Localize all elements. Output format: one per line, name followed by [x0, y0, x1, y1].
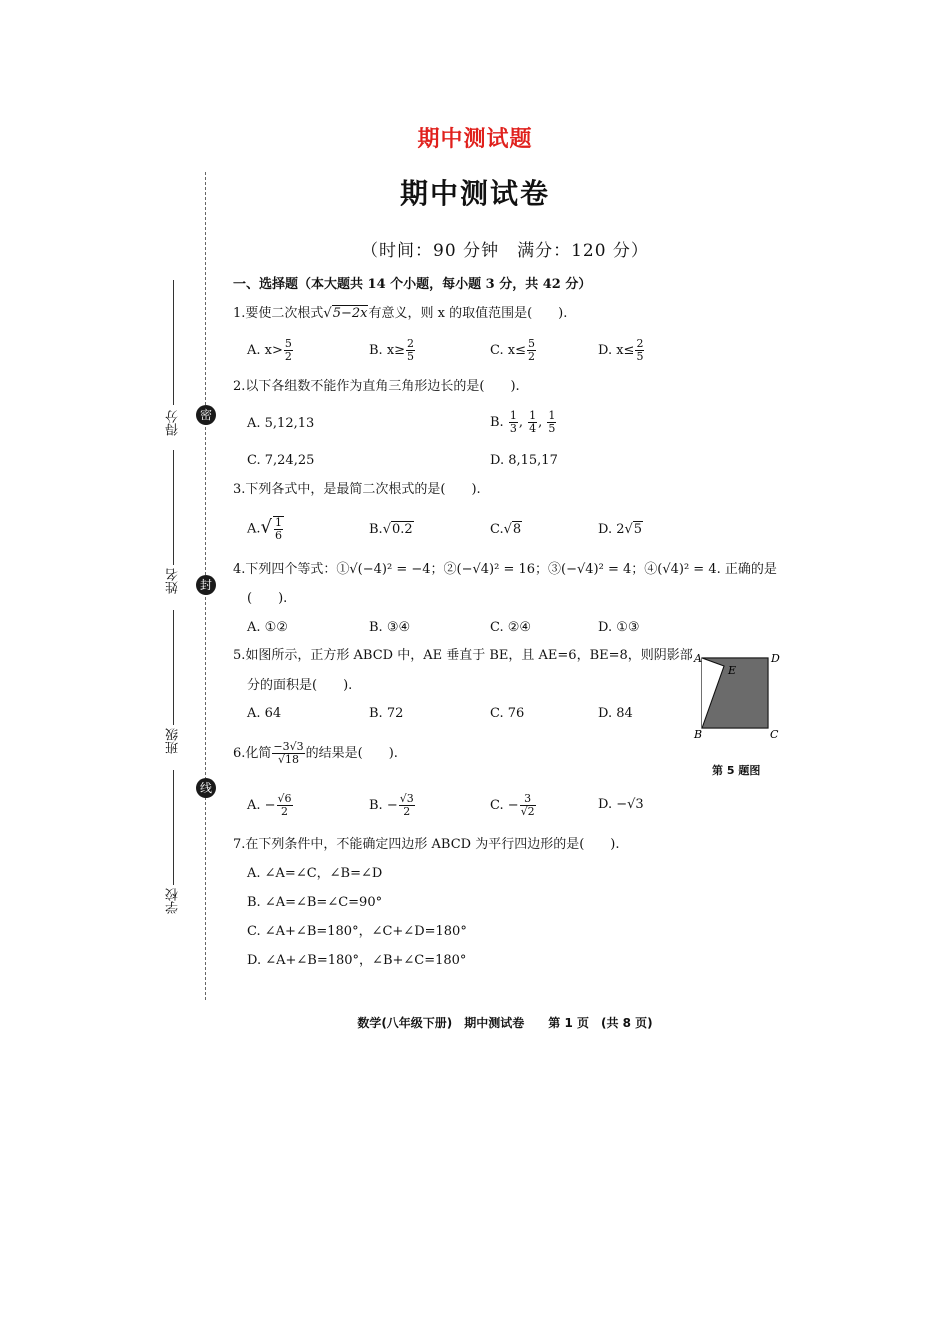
q7-option-d: D. ∠A+∠B=180°，∠B+∠C=180°: [247, 953, 467, 968]
question-4-stem: 4.下列四个等式：①√(−4)² = −4；②(−√4)² = 16；③(−√4)² = 4；④(√4)² = 4. 正确的是: [233, 562, 777, 577]
seal-xian: 线: [196, 778, 216, 798]
q7-option-b: B. ∠A=∠B=∠C=90°: [247, 895, 383, 910]
figure-caption: 第 5 题图: [712, 764, 761, 777]
q5-square-figure: [690, 650, 790, 742]
name-line: [173, 450, 174, 565]
class-label: 班级: [166, 728, 181, 754]
red-title: 期中测试题: [417, 127, 533, 152]
q2-option-c: C. 7,24,25: [247, 453, 315, 468]
school-line: [173, 770, 174, 885]
q3-option-a: A.√ $\frac{1}{6}$: [247, 516, 283, 542]
question-5-stem: 5.如图所示，正方形 ABCD 中，AE 垂直于 BE，且 AE=6，BE=8，则阴影部: [233, 648, 693, 663]
q3-option-d: D. 2√5: [598, 522, 643, 537]
q4-option-c: C. ②④: [490, 620, 532, 635]
q3-option-b: B.√0.2: [369, 522, 413, 537]
q4-option-a: A. ①②: [247, 620, 288, 635]
seal-mi: 密: [196, 405, 216, 425]
question-7-stem: 7.在下列条件中，不能确定四边形 ABCD 为平行四边形的是( ).: [233, 837, 620, 852]
score-label: 得分: [166, 410, 181, 436]
name-label: 姓名: [166, 568, 181, 594]
class-line: [173, 610, 174, 725]
exam-info: （时间：90 分钟 满分：120 分）: [361, 241, 649, 261]
q6-option-b: B. − $\frac{√3}{2}$: [369, 792, 414, 818]
q2-option-d: D. 8,15,17: [490, 453, 558, 468]
q1-option-c: C. x≤ $\frac{5}{2}$: [490, 337, 535, 363]
section-heading: 一、选择题（本大题共 14 个小题，每小题 3 分，共 42 分）: [233, 277, 592, 292]
q5-option-c: C. 76: [490, 706, 525, 721]
seal-feng: 封: [196, 575, 216, 595]
q6-option-d: D. −√3: [598, 797, 644, 812]
q5-option-a: A. 64: [247, 706, 282, 721]
q1-option-a: A. x> $\frac{5}{2}$: [247, 337, 292, 363]
q6-option-a: A. − $\frac{√6}{2}$: [247, 792, 292, 818]
q2-option-a: A. 5,12,13: [247, 416, 315, 431]
question-1-stem: 1.要使二次根式√5−2x有意义，则 x 的取值范围是( ).: [233, 306, 568, 321]
q2-option-b: B. $\frac{1}{3}$ , $\frac{1}{4}$ , $\frac{1}{5}$: [490, 409, 556, 435]
question-5-stem-cont: 分的面积是( ).: [247, 678, 353, 693]
q5-option-d: D. 84: [598, 706, 633, 721]
q4-option-b: B. ③④: [369, 620, 411, 635]
question-2-stem: 2.以下各组数不能作为直角三角形边长的是( ).: [233, 379, 520, 394]
q4-option-d: D. ①③: [598, 620, 640, 635]
question-6-stem: 6.化简 $\frac{-3√3}{√18}$ 的结果是( ).: [233, 740, 398, 766]
q1-option-b: B. x≥ $\frac{2}{5}$: [369, 337, 415, 363]
school-label: 学校: [166, 888, 181, 914]
question-4-stem-cont: ( ).: [247, 591, 288, 606]
q3-option-c: C.√8: [490, 522, 522, 537]
label-d: D: [771, 652, 780, 665]
q7-option-c: C. ∠A+∠B=180°，∠C+∠D=180°: [247, 924, 467, 939]
q7-option-a: A. ∠A=∠C，∠B=∠D: [247, 866, 383, 881]
label-c: C: [770, 728, 779, 741]
main-title: 期中测试卷: [399, 177, 550, 210]
label-a: A: [694, 652, 702, 665]
question-3-stem: 3.下列各式中，是最简二次根式的是( ).: [233, 482, 481, 497]
score-line: [173, 280, 174, 405]
q1-option-d: D. x≤ $\frac{2}{5}$: [598, 337, 644, 363]
q5-option-b: B. 72: [369, 706, 404, 721]
label-e: E: [728, 664, 737, 677]
q6-option-c: C. − $\frac{3}{√2}$: [490, 792, 535, 818]
label-b: B: [694, 728, 703, 741]
page-footer: 数学(八年级下册) 期中测试卷 第 1 页 (共 8 页): [357, 1016, 653, 1030]
